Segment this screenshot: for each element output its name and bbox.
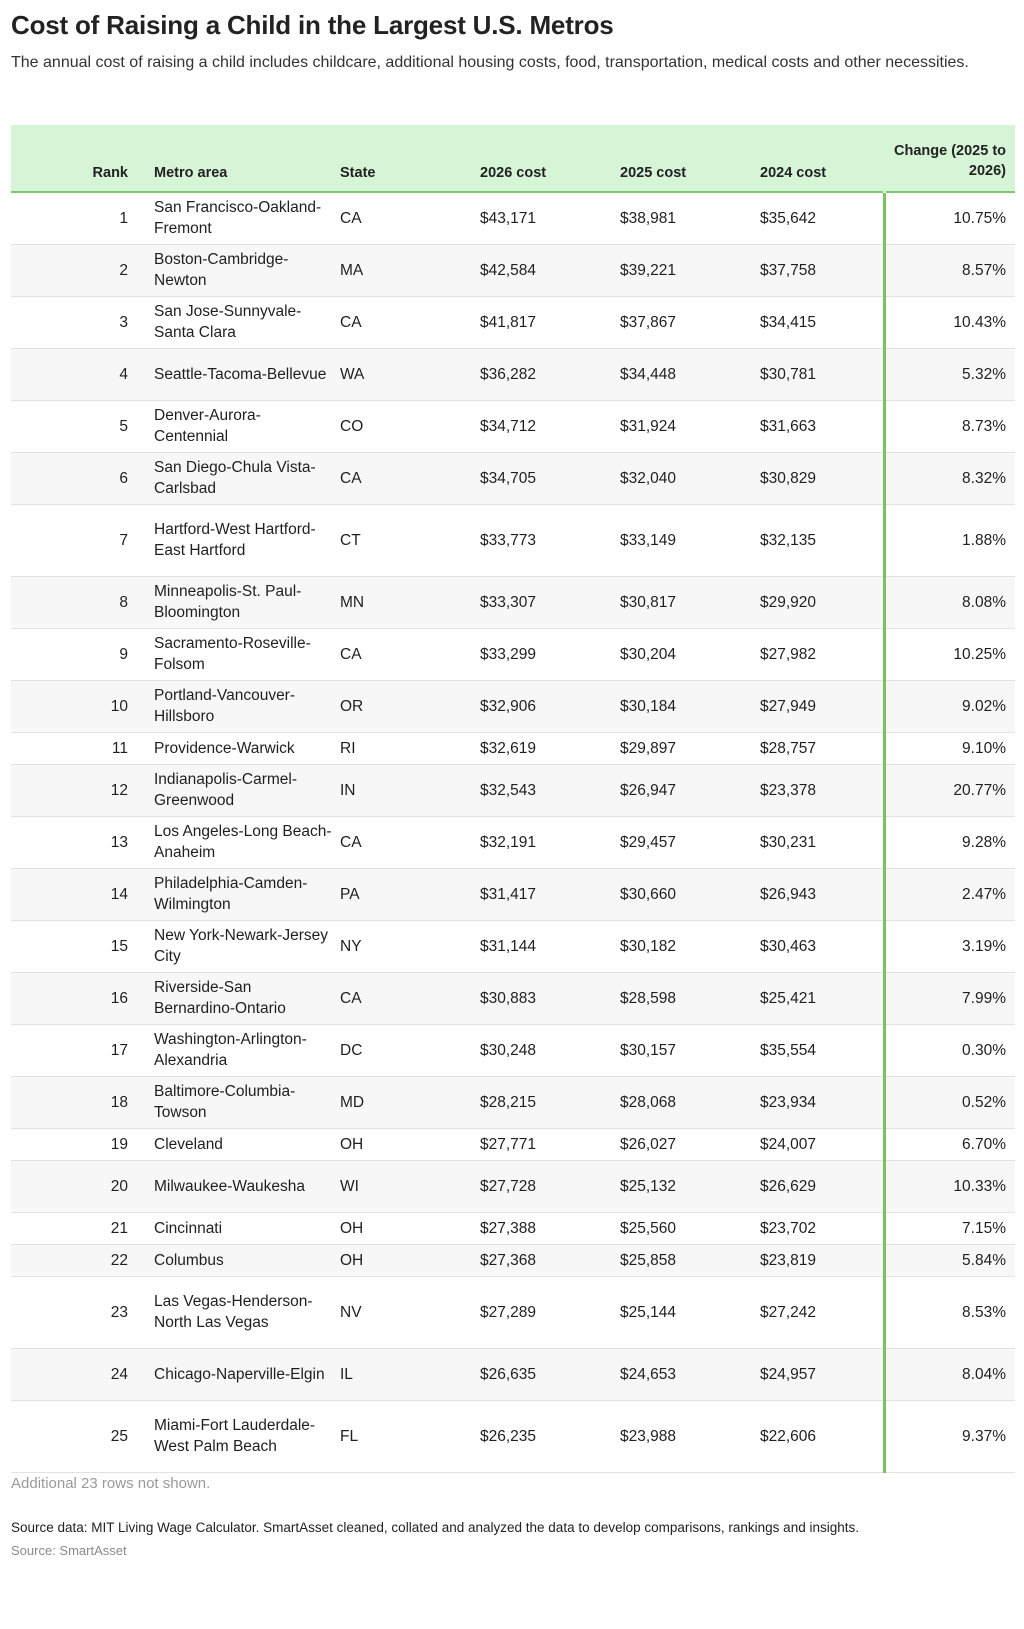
table-row [11, 576, 1015, 628]
cell-metro-area: Seattle-Tacoma-Bellevue [154, 348, 340, 400]
cell-rank: 15 [11, 920, 154, 972]
cell-2024-cost: $25,421 [760, 972, 884, 1024]
cell-2026-cost: $27,368 [480, 1244, 620, 1276]
cell-2025-cost: $26,027 [620, 1128, 760, 1160]
cell-metro-area: Las Vegas-Henderson-North Las Vegas [154, 1276, 340, 1348]
cell-metro-area: Indianapolis-Carmel-Greenwood [154, 764, 340, 816]
cell-change: 9.37% [884, 1400, 1015, 1472]
table-row [11, 1076, 1015, 1128]
cell-metro-area: Cleveland [154, 1128, 340, 1160]
cell-2025-cost: $25,132 [620, 1160, 760, 1212]
cell-2026-cost: $31,144 [480, 920, 620, 972]
cell-2024-cost: $24,957 [760, 1348, 884, 1400]
cell-2026-cost: $33,299 [480, 628, 620, 680]
table-row [11, 1400, 1015, 1472]
cell-2026-cost: $28,215 [480, 1076, 620, 1128]
cell-2024-cost: $37,758 [760, 244, 884, 296]
column-header-metro-area[interactable]: Metro area [154, 165, 228, 181]
cell-2025-cost: $23,988 [620, 1400, 760, 1472]
cell-state: CA [340, 816, 480, 868]
cell-2026-cost: $32,906 [480, 680, 620, 732]
cell-rank: 20 [11, 1160, 154, 1212]
cell-rank: 5 [11, 400, 154, 452]
cell-change: 5.32% [884, 348, 1015, 400]
cell-rank: 1 [11, 192, 154, 244]
cell-metro-area: Miami-Fort Lauderdale-West Palm Beach [154, 1400, 340, 1472]
column-header-2024-cost[interactable]: 2024 cost [760, 165, 827, 181]
column-header-change[interactable]: Change (2025 to 2026) [894, 143, 1006, 179]
cell-2024-cost: $28,757 [760, 732, 884, 764]
cell-2024-cost: $22,606 [760, 1400, 884, 1472]
cell-metro-area: New York-Newark-Jersey City [154, 920, 340, 972]
cell-change: 20.77% [884, 764, 1015, 816]
cell-2024-cost: $27,982 [760, 628, 884, 680]
column-header-2025-cost[interactable]: 2025 cost [620, 165, 687, 181]
cell-2025-cost: $32,040 [620, 452, 760, 504]
cell-2025-cost: $26,947 [620, 764, 760, 816]
cell-2026-cost: $26,635 [480, 1348, 620, 1400]
table-row [11, 732, 1015, 764]
cell-metro-area: Cincinnati [154, 1212, 340, 1244]
cell-2026-cost: $31,417 [480, 868, 620, 920]
cell-state: NY [340, 920, 480, 972]
table-row [11, 1160, 1015, 1212]
cell-change: 9.28% [884, 816, 1015, 868]
table-row [11, 1348, 1015, 1400]
cell-rank: 18 [11, 1076, 154, 1128]
cell-2024-cost: $24,007 [760, 1128, 884, 1160]
table-row [11, 1024, 1015, 1076]
cell-state: MA [340, 244, 480, 296]
cell-change: 0.52% [884, 1076, 1015, 1128]
cell-state: OH [340, 1212, 480, 1244]
cell-rank: 9 [11, 628, 154, 680]
cell-2024-cost: $34,415 [760, 296, 884, 348]
cell-2024-cost: $32,135 [760, 504, 884, 576]
table-row [11, 244, 1015, 296]
cell-2024-cost: $27,949 [760, 680, 884, 732]
cell-2025-cost: $38,981 [620, 192, 760, 244]
cell-rank: 7 [11, 504, 154, 576]
cell-rank: 12 [11, 764, 154, 816]
cell-2026-cost: $34,712 [480, 400, 620, 452]
cell-2025-cost: $29,897 [620, 732, 760, 764]
cell-2026-cost: $32,619 [480, 732, 620, 764]
cell-state: RI [340, 732, 480, 764]
cell-metro-area: San Diego-Chula Vista-Carlsbad [154, 452, 340, 504]
cell-2025-cost: $29,457 [620, 816, 760, 868]
cell-2024-cost: $26,943 [760, 868, 884, 920]
cell-change: 10.43% [884, 296, 1015, 348]
table-row [11, 504, 1015, 576]
column-header-state[interactable]: State [340, 165, 376, 181]
cell-state: WA [340, 348, 480, 400]
cell-rank: 6 [11, 452, 154, 504]
cell-2025-cost: $28,598 [620, 972, 760, 1024]
cell-state: WI [340, 1160, 480, 1212]
cell-rank: 17 [11, 1024, 154, 1076]
cell-change: 8.04% [884, 1348, 1015, 1400]
cell-state: DC [340, 1024, 480, 1076]
cell-2025-cost: $25,858 [620, 1244, 760, 1276]
cell-change: 0.30% [884, 1024, 1015, 1076]
cell-metro-area: Boston-Cambridge-Newton [154, 244, 340, 296]
cell-2025-cost: $37,867 [620, 296, 760, 348]
cell-metro-area: Providence-Warwick [154, 732, 340, 764]
cell-2024-cost: $30,781 [760, 348, 884, 400]
cell-change: 10.75% [884, 192, 1015, 244]
rows-not-shown-note: Additional 23 rows not shown. [11, 1475, 211, 1492]
cell-change: 3.19% [884, 920, 1015, 972]
cell-state: CA [340, 972, 480, 1024]
table-row [11, 816, 1015, 868]
table-body [11, 192, 1015, 1472]
cell-state: CO [340, 400, 480, 452]
cell-2024-cost: $27,242 [760, 1276, 884, 1348]
cell-metro-area: San Jose-Sunnyvale-Santa Clara [154, 296, 340, 348]
cell-2026-cost: $34,705 [480, 452, 620, 504]
cell-change: 6.70% [884, 1128, 1015, 1160]
column-header-rank[interactable]: Rank [92, 165, 128, 181]
source-credit: Source: SmartAsset [11, 1543, 127, 1558]
cell-change: 9.10% [884, 732, 1015, 764]
cell-2024-cost: $23,934 [760, 1076, 884, 1128]
cell-2025-cost: $34,448 [620, 348, 760, 400]
cell-2026-cost: $33,307 [480, 576, 620, 628]
cell-2024-cost: $26,629 [760, 1160, 884, 1212]
cell-2025-cost: $39,221 [620, 244, 760, 296]
cell-2026-cost: $43,171 [480, 192, 620, 244]
cell-2025-cost: $25,144 [620, 1276, 760, 1348]
cell-rank: 13 [11, 816, 154, 868]
cell-metro-area: Portland-Vancouver-Hillsboro [154, 680, 340, 732]
cell-2025-cost: $30,182 [620, 920, 760, 972]
cell-state: NV [340, 1276, 480, 1348]
cell-metro-area: Chicago-Naperville-Elgin [154, 1348, 340, 1400]
cell-rank: 16 [11, 972, 154, 1024]
column-header-2026-cost[interactable]: 2026 cost [480, 165, 547, 181]
cell-2024-cost: $23,702 [760, 1212, 884, 1244]
cell-2024-cost: $23,378 [760, 764, 884, 816]
table-row [11, 452, 1015, 504]
cell-state: IL [340, 1348, 480, 1400]
cell-metro-area: Los Angeles-Long Beach-Anaheim [154, 816, 340, 868]
data-table [11, 125, 1015, 1473]
cell-2026-cost: $33,773 [480, 504, 620, 576]
cell-metro-area: Hartford-West Hartford-East Hartford [154, 504, 340, 576]
cell-2026-cost: $30,883 [480, 972, 620, 1024]
table-row [11, 348, 1015, 400]
cell-change: 7.99% [884, 972, 1015, 1024]
cell-change: 8.73% [884, 400, 1015, 452]
cell-2026-cost: $36,282 [480, 348, 620, 400]
cell-state: MD [340, 1076, 480, 1128]
chart-title: Cost of Raising a Child in the Largest U.S. Metros [11, 10, 614, 40]
cell-2025-cost: $31,924 [620, 400, 760, 452]
table-row [11, 920, 1015, 972]
table-row [11, 400, 1015, 452]
cell-change: 2.47% [884, 868, 1015, 920]
cell-metro-area: Riverside-San Bernardino-Ontario [154, 972, 340, 1024]
cell-2026-cost: $42,584 [480, 244, 620, 296]
cell-metro-area: Sacramento-Roseville-Folsom [154, 628, 340, 680]
cell-rank: 14 [11, 868, 154, 920]
cell-change: 5.84% [884, 1244, 1015, 1276]
table-row [11, 1244, 1015, 1276]
cell-2025-cost: $30,157 [620, 1024, 760, 1076]
cell-metro-area: Minneapolis-St. Paul-Bloomington [154, 576, 340, 628]
table-row [11, 764, 1015, 816]
cell-change: 9.02% [884, 680, 1015, 732]
cell-state: OH [340, 1128, 480, 1160]
cell-state: CT [340, 504, 480, 576]
cell-rank: 23 [11, 1276, 154, 1348]
cell-2026-cost: $41,817 [480, 296, 620, 348]
cell-state: OR [340, 680, 480, 732]
table-row [11, 628, 1015, 680]
cell-2026-cost: $26,235 [480, 1400, 620, 1472]
cell-change: 8.32% [884, 452, 1015, 504]
cell-rank: 25 [11, 1400, 154, 1472]
cell-metro-area: Milwaukee-Waukesha [154, 1160, 340, 1212]
cell-2025-cost: $24,653 [620, 1348, 760, 1400]
cell-metro-area: Columbus [154, 1244, 340, 1276]
cell-2026-cost: $27,771 [480, 1128, 620, 1160]
cell-metro-area: Baltimore-Columbia-Towson [154, 1076, 340, 1128]
cell-2025-cost: $25,560 [620, 1212, 760, 1244]
cell-2024-cost: $29,920 [760, 576, 884, 628]
cell-change: 10.25% [884, 628, 1015, 680]
cell-change: 8.57% [884, 244, 1015, 296]
cell-2024-cost: $30,829 [760, 452, 884, 504]
cell-rank: 22 [11, 1244, 154, 1276]
cell-rank: 19 [11, 1128, 154, 1160]
cell-state: FL [340, 1400, 480, 1472]
cell-rank: 10 [11, 680, 154, 732]
cell-rank: 8 [11, 576, 154, 628]
cell-state: CA [340, 192, 480, 244]
cell-state: OH [340, 1244, 480, 1276]
table-row [11, 868, 1015, 920]
cell-2024-cost: $23,819 [760, 1244, 884, 1276]
cell-state: CA [340, 628, 480, 680]
cell-2025-cost: $30,660 [620, 868, 760, 920]
cell-metro-area: Philadelphia-Camden-Wilmington [154, 868, 340, 920]
cell-2024-cost: $31,663 [760, 400, 884, 452]
cell-2025-cost: $30,204 [620, 628, 760, 680]
cell-2024-cost: $35,554 [760, 1024, 884, 1076]
cell-metro-area: Denver-Aurora-Centennial [154, 400, 340, 452]
cell-2024-cost: $35,642 [760, 192, 884, 244]
cell-2025-cost: $33,149 [620, 504, 760, 576]
table-row [11, 296, 1015, 348]
cell-state: CA [340, 452, 480, 504]
cell-2025-cost: $30,184 [620, 680, 760, 732]
cell-2025-cost: $28,068 [620, 1076, 760, 1128]
cell-change: 7.15% [884, 1212, 1015, 1244]
cell-2024-cost: $30,463 [760, 920, 884, 972]
cell-change: 10.33% [884, 1160, 1015, 1212]
cell-state: IN [340, 764, 480, 816]
cell-rank: 3 [11, 296, 154, 348]
cell-metro-area: Washington-Arlington-Alexandria [154, 1024, 340, 1076]
cell-change: 1.88% [884, 504, 1015, 576]
cell-2025-cost: $30,817 [620, 576, 760, 628]
cell-state: PA [340, 868, 480, 920]
cell-rank: 4 [11, 348, 154, 400]
table-row [11, 192, 1015, 244]
cell-state: CA [340, 296, 480, 348]
table-row [11, 680, 1015, 732]
table-header-row [11, 125, 1015, 192]
cell-change: 8.08% [884, 576, 1015, 628]
cell-change: 8.53% [884, 1276, 1015, 1348]
cell-2024-cost: $30,231 [760, 816, 884, 868]
cell-rank: 24 [11, 1348, 154, 1400]
cell-2026-cost: $27,728 [480, 1160, 620, 1212]
chart-subtitle: The annual cost of raising a child includes childcare, additional housing costs, food, transportation, medical costs and other necessities. [11, 54, 969, 71]
cell-metro-area: San Francisco-Oakland-Fremont [154, 192, 340, 244]
cell-rank: 11 [11, 732, 154, 764]
table-row [11, 972, 1015, 1024]
cell-2026-cost: $32,191 [480, 816, 620, 868]
table-row [11, 1128, 1015, 1160]
cell-2026-cost: $27,388 [480, 1212, 620, 1244]
source-data-note: Source data: MIT Living Wage Calculator. SmartAsset cleaned, collated and analyzed the data to develop comparisons, rankings and insights. [11, 1520, 859, 1535]
table-row [11, 1212, 1015, 1244]
cell-rank: 21 [11, 1212, 154, 1244]
cell-rank: 2 [11, 244, 154, 296]
cell-2026-cost: $30,248 [480, 1024, 620, 1076]
cell-state: MN [340, 576, 480, 628]
table-row [11, 1276, 1015, 1348]
cell-2026-cost: $32,543 [480, 764, 620, 816]
cell-2026-cost: $27,289 [480, 1276, 620, 1348]
